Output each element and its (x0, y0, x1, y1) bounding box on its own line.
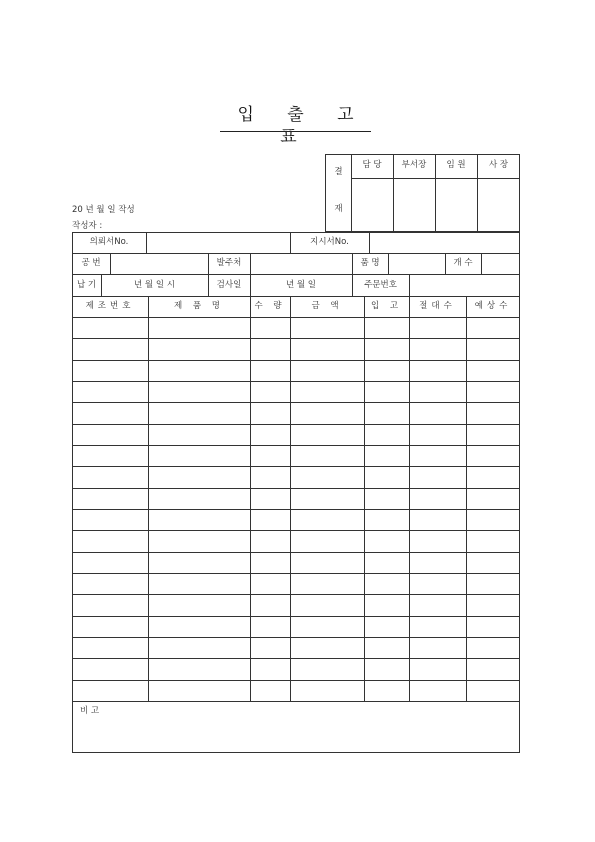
table-row[interactable] (72, 317, 520, 338)
approval-label-bottom: 재 (334, 204, 343, 214)
table-row[interactable] (72, 594, 520, 615)
inspection-date-value: 년 월 일 (285, 280, 317, 290)
table-row[interactable] (72, 680, 520, 701)
date-written-label: 20 년 월 일 작성 (72, 205, 135, 215)
table-row[interactable] (72, 573, 520, 594)
table-row[interactable] (72, 381, 520, 402)
remarks-field[interactable] (72, 701, 520, 753)
table-row[interactable] (72, 466, 520, 487)
approval-col-dept-head: 부서장 (401, 160, 427, 170)
column-header: 제조번호 (85, 301, 135, 311)
column-header: 제 품 명 (173, 301, 225, 311)
remarks-label: 비 고 (80, 706, 100, 716)
table-row[interactable] (72, 637, 520, 658)
column-header: 예상수 (474, 301, 512, 311)
table-row[interactable] (72, 616, 520, 637)
table-row[interactable] (72, 658, 520, 679)
table-row[interactable] (72, 552, 520, 573)
request-no-label: 의뢰서No. (89, 237, 129, 247)
item-name-label: 품 명 (360, 258, 380, 268)
count-label: 개 수 (453, 258, 473, 268)
approval-col-staff: 담 당 (362, 160, 382, 170)
table-row[interactable] (72, 360, 520, 381)
approval-col-executive: 임 원 (446, 160, 466, 170)
table-row[interactable] (72, 338, 520, 359)
column-header: 수 량 (254, 301, 286, 311)
column-header: 입 고 (370, 301, 403, 311)
table-row[interactable] (72, 509, 520, 530)
inspection-date-label: 검사일 (216, 280, 242, 290)
column-header: 절대수 (419, 301, 456, 311)
construction-no-label: 공 번 (81, 258, 101, 268)
order-no-label: 주문번호 (364, 280, 397, 290)
delivery-date-value: 년 월 일 시 (134, 280, 175, 290)
table-row[interactable] (72, 530, 520, 551)
order-to-label: 발주처 (216, 258, 242, 268)
table-row[interactable] (72, 424, 520, 445)
writer-label: 작성자 : (72, 221, 103, 231)
page-title: 입 출 고 표 (237, 105, 368, 147)
table-row[interactable] (72, 445, 520, 466)
approval-label-top: 결 (334, 167, 343, 177)
delivery-label: 납 기 (76, 280, 97, 290)
table-row[interactable] (72, 488, 520, 509)
column-header: 금 액 (311, 301, 343, 311)
table-row[interactable] (72, 402, 520, 423)
title-underline (220, 131, 371, 132)
approval-col-president: 사 장 (488, 160, 509, 170)
instruction-no-label: 지시서No. (310, 237, 349, 247)
